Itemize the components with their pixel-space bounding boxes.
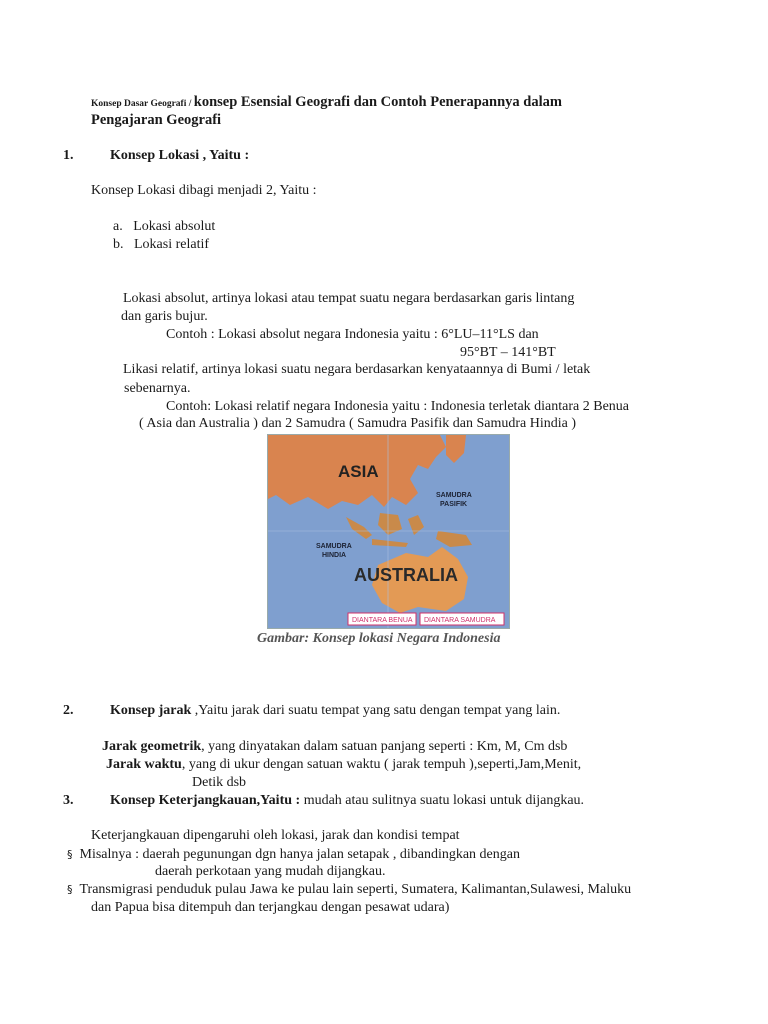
bullet-text-cont: daerah perkotaan yang mudah dijangkau. xyxy=(155,864,386,879)
map-image xyxy=(267,434,510,629)
section-2-number: 2. xyxy=(63,703,74,718)
list-marker: a. xyxy=(113,219,123,234)
map-label-australia: AUSTRALIA xyxy=(354,565,458,585)
map-legend-benua: DIANTARA BENUA xyxy=(352,617,413,624)
list-marker: b. xyxy=(113,237,124,252)
relatif-example-cont: ( Asia dan Australia ) dan 2 Samudra ( Samudra Pasifik dan Samudra Hindia ) xyxy=(139,416,577,431)
document-title xyxy=(91,93,562,113)
bullet-text-cont: dan Papua bisa ditempuh dan terjangkau dengan pesawat udara) xyxy=(91,900,450,915)
relatif-example: Contoh: Lokasi relatif negara Indonesia yaitu : Indonesia terletak diantara 2 Benua xyxy=(166,399,630,414)
bullet-icon: § xyxy=(67,848,73,861)
map-label-hindia-1: SAMUDRA xyxy=(316,543,352,550)
section-2-line xyxy=(110,702,560,720)
map-label-asia: ASIA xyxy=(338,462,379,481)
jarak-geometrik-term: Jarak geometrik xyxy=(102,739,202,754)
list-text: Lokasi absolut xyxy=(133,219,216,234)
absolut-example-cont: 95°BT – 141°BT xyxy=(460,345,556,360)
section-2-heading: Konsep jarak xyxy=(110,703,192,718)
relatif-definition-cont: sebenarnya. xyxy=(124,381,191,396)
figure-caption: Gambar: Konsep lokasi Negara Indonesia xyxy=(257,631,501,646)
section-3-line xyxy=(110,792,584,810)
section-1-heading: Konsep Lokasi , Yaitu : xyxy=(110,148,250,163)
map-label-pasifik-1: SAMUDRA xyxy=(436,492,472,499)
map-illustration xyxy=(268,435,509,628)
list-item xyxy=(113,218,215,236)
bullet-item xyxy=(67,881,631,899)
map-label-hindia-2: HINDIA xyxy=(322,552,347,559)
jarak-geometrik-desc: , yang dinyatakan dalam satuan panjang seperti : Km, M, Cm dsb xyxy=(201,739,568,754)
section-3-number: 3. xyxy=(63,793,74,808)
jarak-waktu xyxy=(106,756,581,774)
relatif-definition: Likasi relatif, artinya lokasi suatu negara berdasarkan kenyataannya di Bumi / letak xyxy=(123,362,591,377)
list-item xyxy=(113,236,209,254)
map-legend-samudra: DIANTARA SAMUDRA xyxy=(424,617,496,624)
section-1-number: 1. xyxy=(63,148,74,163)
jarak-waktu-desc: , yang di ukur dengan satuan waktu ( jarak tempuh ),seperti,Jam,Menit, xyxy=(181,757,582,772)
map-label-pasifik-2: PASIFIK xyxy=(440,501,468,508)
title-prefix: Konsep Dasar Geografi / xyxy=(91,99,194,109)
section-3-heading-rest: mudah atau sulitnya suatu lokasi untuk dijangkau. xyxy=(300,793,585,808)
bullet-item xyxy=(67,846,520,864)
absolut-example: Contoh : Lokasi absolut negara Indonesia yaitu : 6°LU–11°LS dan xyxy=(166,327,539,342)
bullet-text: Transmigrasi penduduk pulau Jawa ke pulau lain seperti, Sumatera, Kalimantan,Sulawesi, Maluku xyxy=(79,882,632,897)
section-3-heading: Konsep Keterjangkauan,Yaitu : xyxy=(110,793,301,808)
absolut-definition: Lokasi absolut, artinya lokasi atau tempat suatu negara berdasarkan garis lintang xyxy=(123,291,575,306)
title-line-1: konsep Esensial Geografi dan Contoh Penerapannya dalam xyxy=(193,94,562,110)
jarak-waktu-term: Jarak waktu xyxy=(106,757,182,772)
title-line-2: Pengajaran Geografi xyxy=(91,112,222,128)
section-1-intro: Konsep Lokasi dibagi menjadi 2, Yaitu : xyxy=(91,183,317,198)
list-text: Lokasi relatif xyxy=(134,237,210,252)
jarak-geometrik xyxy=(102,738,567,756)
bullet-icon: § xyxy=(67,883,73,896)
jarak-waktu-cont: Detik dsb xyxy=(192,775,247,790)
section-3-intro: Keterjangkauan dipengaruhi oleh lokasi, jarak dan kondisi tempat xyxy=(91,828,460,843)
bullet-text: Misalnya : daerah pegunungan dgn hanya jalan setapak , dibandingkan dengan xyxy=(79,847,520,862)
section-2-heading-rest: ,Yaitu jarak dari suatu tempat yang satu dengan tempat yang lain. xyxy=(191,703,561,718)
absolut-definition-cont: dan garis bujur. xyxy=(121,309,208,324)
